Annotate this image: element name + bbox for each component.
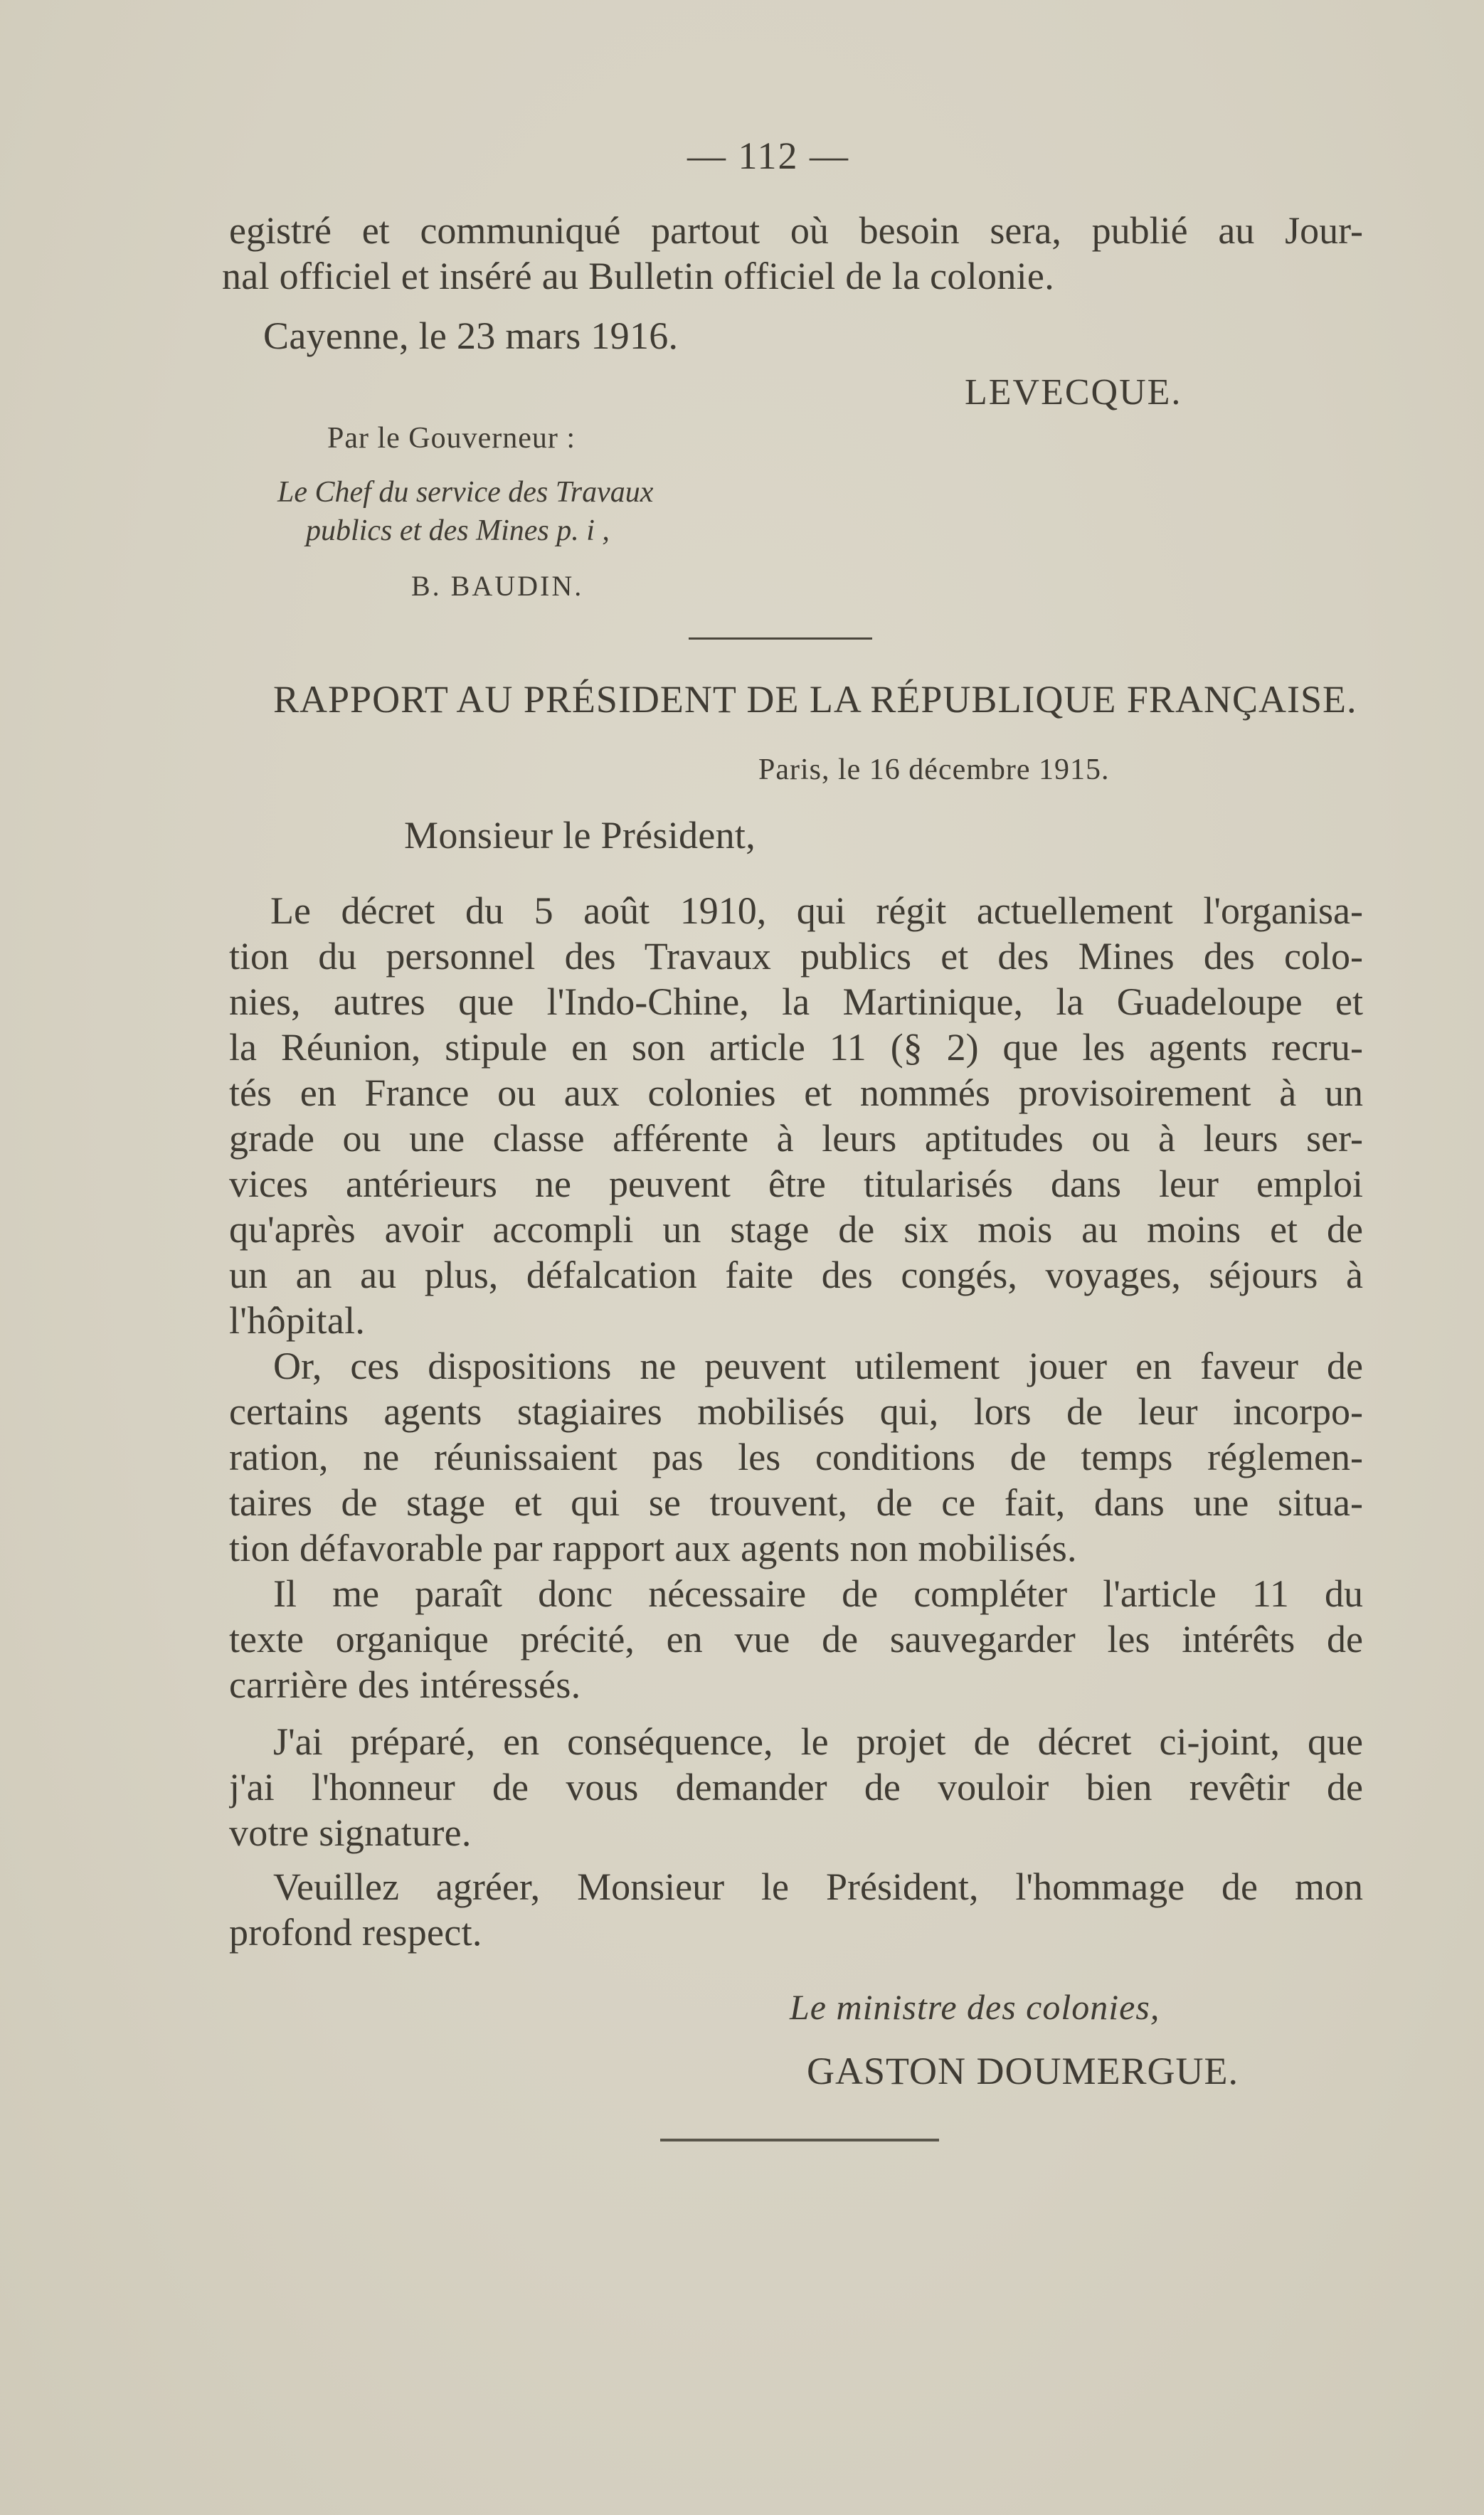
report-salutation: Monsieur le Président, <box>404 814 756 857</box>
paragraph-2-line-4 <box>229 1480 1363 1525</box>
paragraph-2-line-1 <box>273 1343 1363 1389</box>
paragraph-1-line-10: l'hôpital. <box>229 1299 366 1342</box>
paragraph-1-line-8 <box>229 1207 1363 1252</box>
p3-l1: Il me paraît donc nécessaire de compléter l'article 11 du <box>273 1572 1363 1615</box>
decree-line-1-text: egistré et communiqué partout où besoin sera, publié au Jour- <box>229 209 1363 252</box>
signature-name: GASTON DOUMERGUE. <box>807 2050 1239 2092</box>
paragraph-1-line-5 <box>229 1070 1363 1116</box>
paragraph-2-line-5: tion défavorable par rapport aux agents non mobilisés. <box>229 1527 1077 1569</box>
paragraph-3-line-1 <box>273 1571 1363 1616</box>
paragraph-3-line-2 <box>229 1616 1363 1662</box>
countersign-by-line: Par le Gouverneur : <box>327 422 576 455</box>
paragraph-2-line-3 <box>229 1434 1363 1480</box>
countersign-role-line-1: Le Chef du service des Travaux <box>277 476 654 509</box>
paragraph-1-line-9 <box>229 1252 1363 1298</box>
paragraph-4-line-1 <box>273 1719 1363 1764</box>
paragraph-1-line-4 <box>229 1024 1363 1070</box>
decree-signatory: LEVECQUE. <box>965 372 1182 413</box>
p4-l2: j'ai l'honneur de vous demander de vouloir bien revêtir de <box>229 1766 1363 1809</box>
p1-l1: Le décret du 5 août 1910, qui régit actuellement l'organisa- <box>270 889 1363 932</box>
p1-l5: tés en France ou aux colonies et nommés provisoirement à un <box>229 1071 1363 1114</box>
decree-place-date: Cayenne, le 23 mars 1916. <box>263 314 679 357</box>
paragraph-2-line-2 <box>229 1389 1363 1434</box>
p1-l9: un an au plus, défalcation faite des congés, voyages, séjours à <box>229 1254 1363 1296</box>
p5-l1: Veuillez agréer, Monsieur le Président, l'hommage de mon <box>273 1865 1363 1908</box>
p1-l3: nies, autres que l'Indo-Chine, la Martinique, la Guadeloupe et <box>229 980 1363 1023</box>
decree-line-1 <box>229 208 1363 253</box>
p3-l2: texte organique précité, en vue de sauvegarder les intérêts de <box>229 1618 1363 1661</box>
p1-l4: la Réunion, stipule en son article 11 (§ 2) que les agents recru- <box>229 1026 1363 1069</box>
paragraph-4-line-2 <box>229 1764 1363 1810</box>
p1-l7: vices antérieurs ne peuvent être titularisés dans leur emploi <box>229 1163 1363 1205</box>
paragraph-1-line-3 <box>229 979 1363 1024</box>
page-number: — 112 — <box>687 134 849 177</box>
paragraph-3-line-3: carrière des intéressés. <box>229 1663 581 1706</box>
decree-line-2: nal officiel et inséré au Bulletin officiel de la colonie. <box>222 255 1054 297</box>
closing-divider <box>660 2139 939 2141</box>
p2-l4: taires de stage et qui se trouvent, de ce fait, dans une situa- <box>229 1481 1363 1524</box>
paragraph-5-line-1 <box>273 1864 1363 1910</box>
p2-l2: certains agents stagiaires mobilisés qui, lors de leur incorpo- <box>229 1390 1363 1433</box>
p2-l3: ration, ne réunissaient pas les conditions de temps réglemen- <box>229 1436 1363 1478</box>
paragraph-4-line-3: votre signature. <box>229 1811 472 1854</box>
signature-title: Le ministre des colonies, <box>790 1987 1160 2027</box>
report-heading: RAPPORT AU PRÉSIDENT DE LA RÉPUBLIQUE FRANÇAISE. <box>273 678 1357 721</box>
p1-l8: qu'après avoir accompli un stage de six mois au moins et de <box>229 1208 1363 1251</box>
p4-l1: J'ai préparé, en conséquence, le projet de décret ci-joint, que <box>273 1720 1363 1763</box>
section-divider <box>689 637 872 640</box>
paragraph-1-line-2 <box>229 933 1363 979</box>
paragraph-1-line-7 <box>229 1161 1363 1207</box>
countersign-name: B. BAUDIN. <box>411 570 584 602</box>
paragraph-1-line-1 <box>270 888 1363 933</box>
p1-l2: tion du personnel des Travaux publics et des Mines des colo- <box>229 935 1363 978</box>
paragraph-5-line-2: profond respect. <box>229 1911 482 1954</box>
report-place-date: Paris, le 16 décembre 1915. <box>758 753 1110 786</box>
paragraph-1-line-6 <box>229 1116 1363 1161</box>
p2-l1: Or, ces dispositions ne peuvent utilement jouer en faveur de <box>273 1345 1363 1387</box>
p1-l6: grade ou une classe afférente à leurs aptitudes ou à leurs ser- <box>229 1117 1363 1160</box>
countersign-role-line-2: publics et des Mines p. i , <box>306 514 610 547</box>
